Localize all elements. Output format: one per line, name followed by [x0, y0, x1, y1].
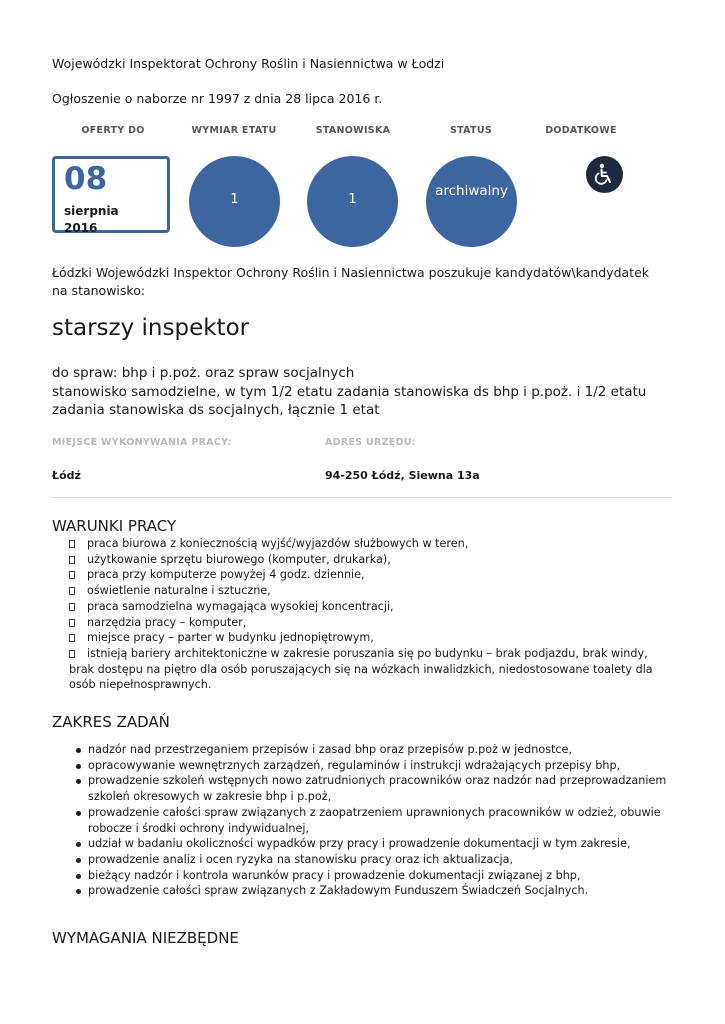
- square-bullet-icon: [69, 571, 75, 579]
- position-desc-line1: do spraw: bhp i p.poż. oraz spraw socjalnych: [52, 365, 355, 381]
- list-item: [52, 567, 672, 583]
- bullet-icon: [76, 842, 81, 847]
- list-item: [52, 742, 672, 758]
- deadline-date-box: [52, 156, 170, 233]
- deadline-month: sierpnia: [64, 204, 119, 218]
- positions-value: 1: [348, 192, 357, 207]
- list-item: [52, 630, 672, 646]
- bullet-icon: [76, 889, 81, 894]
- list-item: [52, 883, 672, 899]
- deadline-day: 08: [64, 161, 108, 197]
- list-item-text: opracowywanie wewnętrznych zarządzeń, regulaminów i instrukcji wdrażających przepisy bhp,: [88, 758, 621, 772]
- list-item-text: miejsce pracy – parter w budynku jednopiętrowym,: [87, 631, 374, 645]
- square-bullet-icon: [69, 619, 75, 627]
- office-address-label: ADRES URZĘDU:: [325, 437, 416, 448]
- work-time-circle: [189, 156, 280, 247]
- list-item-text: prowadzenie całości spraw związanych z Zakładowym Funduszem Świadczeń Socjalnych.: [88, 884, 589, 898]
- workplace-label: MIEJSCE WYKONYWANIA PRACY:: [52, 437, 232, 448]
- list-item: [52, 852, 672, 868]
- offers-until-label: OFERTY DO: [81, 125, 145, 136]
- bullet-icon: [76, 748, 81, 753]
- office-address-value: 94-250 Łódź, Siewna 13a: [325, 469, 480, 482]
- list-item-text: praca samodzielna wymagająca wysokiej koncentracji,: [87, 599, 394, 613]
- square-bullet-icon: [69, 587, 75, 595]
- status-label: STATUS: [449, 125, 493, 136]
- list-item: [52, 552, 672, 568]
- list-item: [52, 836, 672, 852]
- position-title: starszy inspektor: [52, 315, 250, 341]
- bullet-icon: [76, 764, 81, 769]
- list-item-text: prowadzenie szkoleń wstępnych nowo zatrudnionych pracowników oraz nadzór nad przeprowadzaniem szkoleń okresowych w zakresie bhp i p.poż,: [88, 774, 667, 804]
- list-item: [52, 536, 672, 552]
- list-item: [52, 615, 672, 631]
- list-item: [52, 646, 672, 693]
- square-bullet-icon: [69, 556, 75, 564]
- list-item-text: istnieją bariery architektoniczne w zakresie poruszania się po budynku – brak podjazdu, brak windy, brak dostępu na piętro dla osób poruszających się na wózkach inwalidzkich, niedostosowane toalety dla osób niepełnosprawnych.: [69, 646, 653, 692]
- list-item-text: oświetlenie naturalne i sztuczne,: [87, 584, 271, 598]
- requirements-title: WYMAGANIA NIEZBĘDNE: [52, 929, 239, 947]
- list-item-text: praca biurowa z koniecznością wyjść/wyjazdów służbowych w teren,: [87, 537, 469, 550]
- list-item: [52, 773, 672, 804]
- list-item: [52, 805, 672, 836]
- deadline-year: 2016: [64, 221, 98, 235]
- positions-label: STANOWISKA: [315, 125, 391, 136]
- list-item: [52, 758, 672, 774]
- list-item-text: narzędzia pracy – komputer,: [87, 615, 247, 629]
- work-time-label: WYMIAR ETATU: [191, 125, 277, 136]
- additional-label: DODATKOWE: [545, 125, 617, 136]
- wheelchair-accessibility-icon: [586, 156, 623, 193]
- list-item: [52, 599, 672, 615]
- announcement-number: Ogłoszenie o naborze nr 1997 z dnia 28 lipca 2016 r.: [52, 91, 383, 106]
- list-item-text: udział w badaniu okoliczności wypadków przy pracy i prowadzenie dokumentacji w tym zakresie,: [88, 837, 631, 851]
- work-time-value: 1: [230, 192, 239, 207]
- list-item: [52, 868, 672, 884]
- tasks-list: [52, 742, 672, 899]
- institution-name: Wojewódzki Inspektorat Ochrony Roślin i Nasiennictwa w Łodzi: [52, 56, 445, 71]
- bullet-icon: [76, 811, 81, 816]
- list-item-text: prowadzenie całości spraw związanych z zaopatrzeniem uprawnionych pracowników w odzież, obuwie robocze i środki ochrony indywidualnej,: [88, 805, 661, 835]
- list-item-text: praca przy komputerze powyżej 4 godz. dziennie,: [87, 568, 365, 582]
- position-desc-line2: stanowisko samodzielne, w tym 1/2 etatu zadania stanowiska ds bhp i p.poż. i 1/2 etatu zadania stanowiska ds socjalnych, łącznie 1 etat: [52, 383, 647, 418]
- bullet-icon: [76, 779, 81, 784]
- status-value: archiwalny: [435, 183, 508, 199]
- bullet-icon: [76, 858, 81, 863]
- divider: [52, 497, 672, 498]
- list-item-text: prowadzenie analiz i ocen ryzyka na stanowisku pracy oraz ich aktualizacja,: [88, 852, 514, 866]
- intro-text: Łódzki Wojewódzki Inspektor Ochrony Roślin i Nasiennictwa poszukuje kandydatów\kandydatek na stanowisko:: [52, 265, 649, 298]
- status-circle: [426, 156, 517, 247]
- list-item-text: bieżący nadzór i kontrola warunków pracy i prowadzenie dokumentacji związanej z bhp,: [88, 868, 581, 882]
- square-bullet-icon: [69, 634, 75, 642]
- square-bullet-icon: [69, 650, 75, 658]
- list-item-text: użytkowanie sprzętu biurowego (komputer, drukarka),: [87, 552, 391, 566]
- conditions-title: WARUNKI PRACY: [52, 517, 177, 535]
- list-item: [52, 583, 672, 599]
- positions-circle: [307, 156, 398, 247]
- bullet-icon: [76, 874, 81, 879]
- position-description: [52, 364, 682, 420]
- deadline-month-year: [64, 203, 119, 237]
- square-bullet-icon: [69, 540, 75, 548]
- workplace-value: Łódź: [52, 469, 81, 482]
- conditions-list: [52, 536, 672, 693]
- list-item-text: nadzór nad przestrzeganiem przepisów i zasad bhp oraz przepisów p.poż w jednostce,: [88, 743, 573, 756]
- square-bullet-icon: [69, 603, 75, 611]
- tasks-title: ZAKRES ZADAŃ: [52, 713, 170, 731]
